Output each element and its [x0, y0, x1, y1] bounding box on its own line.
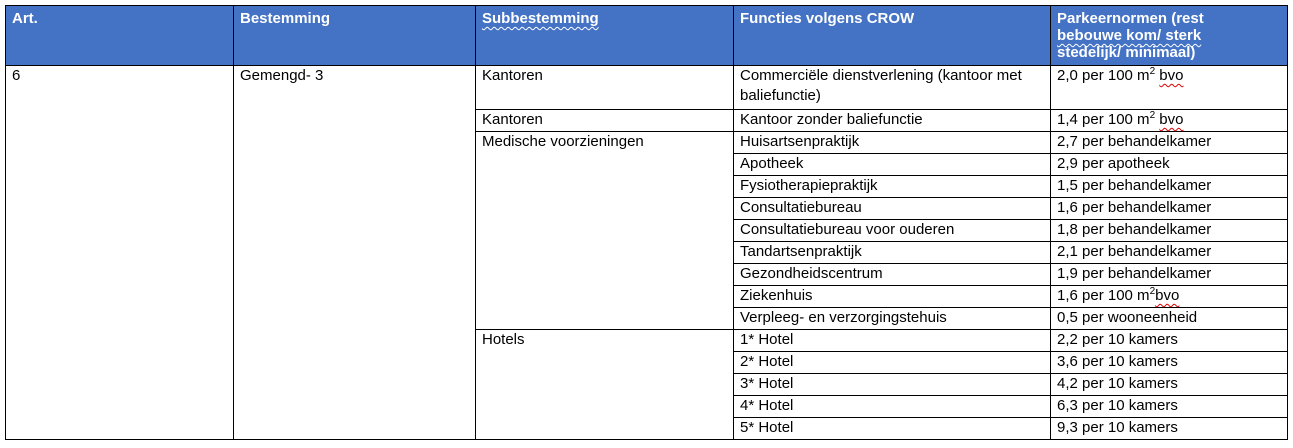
cell-norm: 3,6 per 10 kamers: [1051, 352, 1288, 374]
cell-art: 6: [6, 66, 234, 440]
cell-norm: 6,3 per 10 kamers: [1051, 396, 1288, 418]
cell-norm: 1,6 per behandelkamer: [1051, 198, 1288, 220]
cell-norm: [1051, 110, 1288, 132]
cell-functie: 5* Hotel: [734, 418, 1051, 440]
cell-functie: 3* Hotel: [734, 374, 1051, 396]
cell-functie: Ziekenhuis: [734, 286, 1051, 308]
header-art: Art.: [6, 6, 234, 66]
cell-functie: Huisartsenpraktijk: [734, 132, 1051, 154]
cell-norm: 2,2 per 10 kamers: [1051, 330, 1288, 352]
norm-sup: 2: [1149, 286, 1156, 297]
norm-sup: 2: [1149, 110, 1156, 121]
header-bestemming: Bestemming: [234, 6, 476, 66]
cell-functie: Kantoor zonder baliefunctie: [734, 110, 1051, 132]
cell-norm: 9,3 per 10 kamers: [1051, 418, 1288, 440]
cell-norm: 2,7 per behandelkamer: [1051, 132, 1288, 154]
cell-norm: [1051, 66, 1288, 110]
header-parkeer-line1: Parkeernormen (rest: [1057, 10, 1204, 27]
cell-norm: 1,8 per behandelkamer: [1051, 220, 1288, 242]
cell-functie: 2* Hotel: [734, 352, 1051, 374]
header-functies: Functies volgens CROW: [734, 6, 1051, 66]
header-subbestemming: [476, 6, 734, 66]
header-parkeernormen: [1051, 6, 1288, 66]
cell-norm: [1051, 286, 1288, 308]
norm-unit: bvo: [1159, 67, 1184, 84]
header-parkeer-line3: stedelijk/ minimaal): [1057, 44, 1196, 61]
cell-functie: Commerciële dienstverlening (kantoor met baliefunctie): [734, 66, 1051, 110]
cell-norm: 2,9 per apotheek: [1051, 154, 1288, 176]
cell-functie: Verpleeg- en verzorgingstehuis: [734, 308, 1051, 330]
cell-functie: Consultatiebureau: [734, 198, 1051, 220]
cell-functie: Consultatiebureau voor ouderen: [734, 220, 1051, 242]
cell-sub-medisch: Medische voorzieningen: [476, 132, 734, 330]
norm-text: 2,0 per 100 m: [1057, 67, 1150, 84]
cell-norm: 1,9 per behandelkamer: [1051, 264, 1288, 286]
cell-functie: Gezondheidscentrum: [734, 264, 1051, 286]
cell-norm: 2,1 per behandelkamer: [1051, 242, 1288, 264]
cell-norm: 1,5 per behandelkamer: [1051, 176, 1288, 198]
cell-functie: 4* Hotel: [734, 396, 1051, 418]
cell-sub-kantoren-2: Kantoren: [476, 110, 734, 132]
header-subbestemming-text: Subbestemming: [482, 10, 599, 27]
cell-functie: Apotheek: [734, 154, 1051, 176]
norm-sup: 2: [1149, 66, 1156, 77]
cell-bestemming: Gemengd- 3: [234, 66, 476, 440]
cell-sub-kantoren-1: Kantoren: [476, 66, 734, 110]
header-row: [6, 6, 1288, 66]
cell-functie: Fysiotherapiepraktijk: [734, 176, 1051, 198]
cell-functie: 1* Hotel: [734, 330, 1051, 352]
header-parkeer-line2: bebouwe kom/ sterk: [1057, 27, 1202, 44]
parkeernormen-table: [5, 5, 1288, 440]
norm-unit: bvo: [1155, 287, 1180, 304]
norm-unit: bvo: [1159, 111, 1184, 128]
table-row: [6, 66, 1288, 110]
norm-text: 1,4 per 100 m: [1057, 111, 1150, 128]
norm-text: 1,6 per 100 m: [1057, 287, 1150, 304]
cell-norm: 4,2 per 10 kamers: [1051, 374, 1288, 396]
cell-sub-hotels: Hotels: [476, 330, 734, 440]
cell-norm: 0,5 per wooneenheid: [1051, 308, 1288, 330]
cell-functie: Tandartsenpraktijk: [734, 242, 1051, 264]
